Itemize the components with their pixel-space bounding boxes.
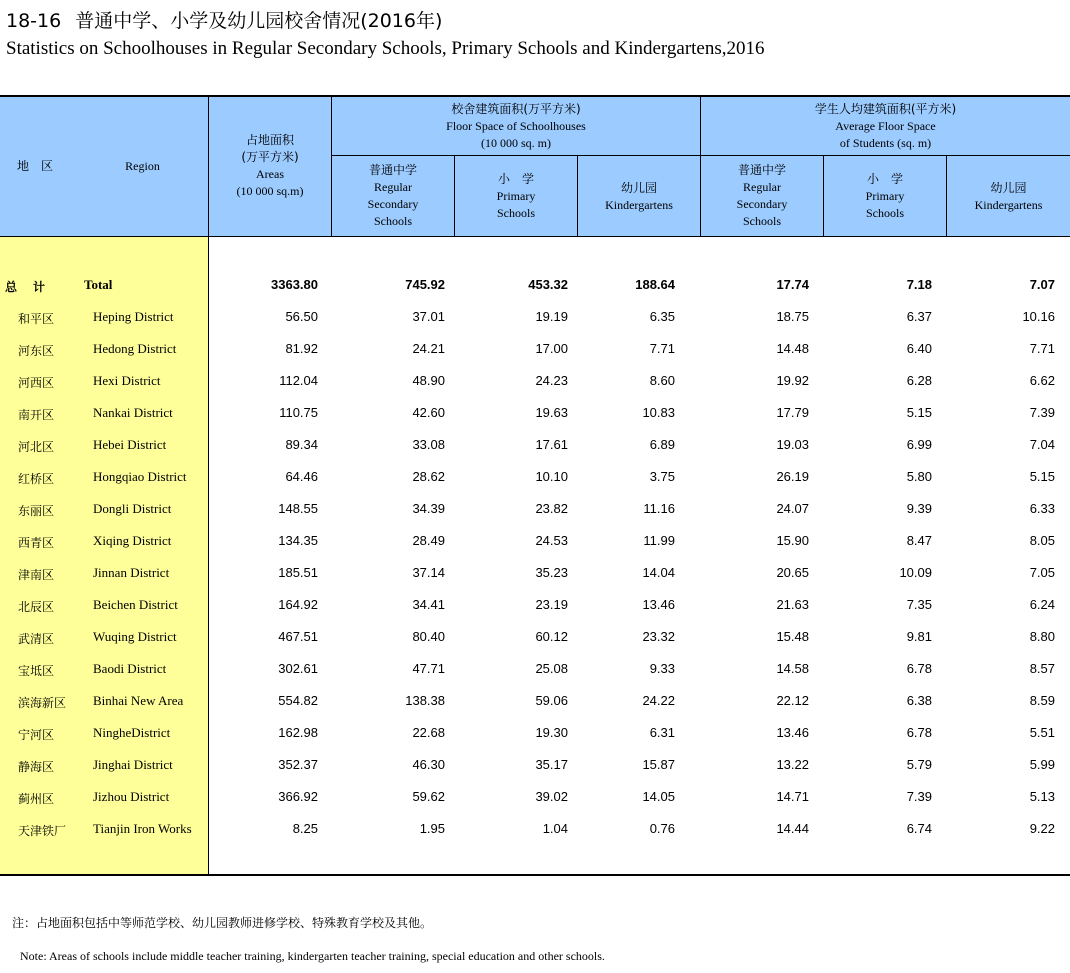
cell-value: 24.23 <box>535 373 568 388</box>
region-name-en: Nankai District <box>93 405 173 420</box>
cell-value: 112.04 <box>279 373 318 388</box>
cell-value: 18.75 <box>776 309 809 324</box>
header-avg-primary: 小 学 Primary Schools <box>865 172 905 220</box>
region-name-en: Heping District <box>93 309 174 324</box>
cell-value: 10.10 <box>535 469 568 484</box>
cell-value: 9.33 <box>649 661 675 676</box>
cell-value: 9.22 <box>1029 821 1055 836</box>
cell-value: 6.78 <box>906 725 932 740</box>
region-name-cn: 天津铁厂 <box>18 824 67 838</box>
cell-value: 110.75 <box>279 405 318 420</box>
table-row <box>0 590 1070 622</box>
region-name-cn: 宝坻区 <box>18 664 55 678</box>
cell-value: 19.19 <box>535 309 568 324</box>
cell-value: 138.38 <box>405 693 445 708</box>
cell-value: 24.07 <box>776 501 809 516</box>
cell-value: 39.02 <box>535 789 568 804</box>
region-name-en: Dongli District <box>93 501 172 516</box>
cell-value: 5.15 <box>1029 469 1055 484</box>
table-row <box>0 814 1070 846</box>
table-row <box>0 558 1070 590</box>
cell-value: 34.39 <box>412 501 445 516</box>
table-row <box>0 302 1070 334</box>
cell-value: 59.06 <box>535 693 568 708</box>
cell-value: 22.12 <box>776 693 809 708</box>
cell-value: 8.47 <box>906 533 932 548</box>
cell-value: 15.90 <box>776 533 809 548</box>
region-name-en: Hedong District <box>93 341 177 356</box>
table-number: 18-16 <box>6 10 62 32</box>
region-name-cn: 西青区 <box>18 536 55 550</box>
note-en: Note: Areas of schools include middle teacher training, kindergarten teacher training, special education and other schools. <box>20 949 605 963</box>
cell-value: 9.81 <box>906 629 932 644</box>
cell-value: 5.99 <box>1029 757 1055 772</box>
cell-value: 26.19 <box>776 469 809 484</box>
cell-value: 7.71 <box>1029 341 1055 356</box>
cell-value: 6.24 <box>1029 597 1055 612</box>
cell-value: 15.87 <box>642 757 675 772</box>
cell-value: 13.22 <box>776 757 809 772</box>
table-row <box>0 526 1070 558</box>
header-region-en: Region <box>125 159 160 173</box>
cell-value: 162.98 <box>278 725 318 740</box>
region-name-en: Total <box>84 277 113 292</box>
cell-value: 80.40 <box>412 629 445 644</box>
cell-value: 164.92 <box>278 597 318 612</box>
title-cn: 普通中学、小学及幼儿园校舍情况(2016年) <box>75 10 443 32</box>
table-row <box>0 718 1070 750</box>
cell-value: 9.39 <box>906 501 932 516</box>
cell-value: 8.05 <box>1029 533 1055 548</box>
region-name-en: Binhai New Area <box>93 693 184 708</box>
cell-value: 366.92 <box>278 789 318 804</box>
page-title <box>6 6 442 33</box>
table-row <box>0 366 1070 398</box>
cell-value: 5.79 <box>906 757 932 772</box>
cell-value: 35.17 <box>535 757 568 772</box>
region-name-cn: 和平区 <box>18 312 55 326</box>
region-name-cn: 武清区 <box>18 632 55 646</box>
region-name-cn: 静海区 <box>18 760 55 774</box>
cell-value: 6.62 <box>1029 373 1055 388</box>
table-bottom-rule <box>0 874 1070 876</box>
region-name-cn: 宁河区 <box>18 728 55 742</box>
cell-value: 37.01 <box>412 309 445 324</box>
cell-value: 3.75 <box>649 469 675 484</box>
cell-value: 6.37 <box>906 309 932 324</box>
cell-value: 64.46 <box>285 469 318 484</box>
cell-value: 6.78 <box>906 661 932 676</box>
note-cn: 注：占地面积包括中等师范学校、幼儿园教师进修学校、特殊教育学校及其他。 <box>12 916 433 930</box>
cell-value: 302.61 <box>278 661 318 676</box>
region-name-en: Hongqiao District <box>93 469 187 484</box>
cell-value: 46.30 <box>412 757 445 772</box>
region-name-cn: 北辰区 <box>18 600 55 614</box>
table-top-rule <box>0 95 1070 97</box>
cell-value: 5.13 <box>1029 789 1055 804</box>
cell-value: 14.05 <box>642 789 675 804</box>
cell-value: 6.33 <box>1029 501 1055 516</box>
cell-value: 467.51 <box>278 629 318 644</box>
cell-value: 33.08 <box>412 437 445 452</box>
region-name-en: Wuqing District <box>93 629 177 644</box>
cell-value: 28.62 <box>412 469 445 484</box>
cell-value: 6.89 <box>649 437 675 452</box>
cell-value: 13.46 <box>776 725 809 740</box>
region-name-en: Jinnan District <box>93 565 170 580</box>
header-floor-secondary: 普通中学 Regular Secondary Schools <box>367 163 419 228</box>
cell-value: 34.41 <box>412 597 445 612</box>
cell-value: 7.05 <box>1029 565 1055 580</box>
cell-value: 37.14 <box>412 565 445 580</box>
cell-value: 6.74 <box>906 821 932 836</box>
title-en: Statistics on Schoolhouses in Regular Secondary Schools, Primary Schools and Kindergartens,2016 <box>6 38 765 59</box>
cell-value: 60.12 <box>535 629 568 644</box>
table-row <box>0 654 1070 686</box>
cell-value: 14.48 <box>776 341 809 356</box>
cell-value: 89.34 <box>285 437 318 452</box>
table-row <box>0 782 1070 814</box>
cell-value: 5.51 <box>1029 725 1055 740</box>
table-row <box>0 750 1070 782</box>
table-row <box>0 622 1070 654</box>
cell-value: 5.80 <box>906 469 932 484</box>
header-floor-kindergarten: 幼儿园 Kindergartens <box>605 181 673 212</box>
cell-value: 19.63 <box>535 405 568 420</box>
cell-value: 56.50 <box>285 309 318 324</box>
cell-value: 59.62 <box>412 789 445 804</box>
cell-value: 6.38 <box>906 693 932 708</box>
cell-value: 0.76 <box>649 821 675 836</box>
cell-value: 6.31 <box>649 725 675 740</box>
region-name-cn: 南开区 <box>18 408 55 422</box>
cell-value: 15.48 <box>776 629 809 644</box>
cell-value: 7.71 <box>649 341 675 356</box>
cell-value: 17.61 <box>535 437 568 452</box>
cell-value: 745.92 <box>405 277 445 292</box>
table-row <box>0 398 1070 430</box>
region-name-cn: 蓟州区 <box>18 792 55 806</box>
cell-value: 20.65 <box>776 565 809 580</box>
cell-value: 7.07 <box>1029 277 1055 292</box>
cell-value: 352.37 <box>278 757 318 772</box>
table-row <box>0 430 1070 462</box>
table-row <box>0 686 1070 718</box>
cell-value: 42.60 <box>412 405 445 420</box>
cell-value: 7.04 <box>1029 437 1055 452</box>
region-name-cn: 红桥区 <box>18 472 55 486</box>
cell-value: 24.22 <box>642 693 675 708</box>
cell-value: 1.95 <box>419 821 445 836</box>
cell-value: 47.71 <box>412 661 445 676</box>
cell-value: 10.83 <box>642 405 675 420</box>
cell-value: 22.68 <box>412 725 445 740</box>
cell-value: 134.35 <box>278 533 318 548</box>
cell-value: 10.09 <box>899 565 932 580</box>
region-name-en: Baodi District <box>93 661 167 676</box>
region-name-cn: 河东区 <box>18 344 55 358</box>
region-name-cn: 河北区 <box>18 440 55 454</box>
table-row <box>0 494 1070 526</box>
cell-value: 19.03 <box>776 437 809 452</box>
cell-value: 14.58 <box>776 661 809 676</box>
header-areas: 占地面积 (万平方米) Areas (10 000 sq.m) <box>236 133 304 198</box>
table-row <box>0 462 1070 494</box>
region-name-cn: 东丽区 <box>18 504 55 518</box>
header-floor-primary: 小 学 Primary Schools <box>496 172 536 220</box>
cell-value: 6.35 <box>649 309 675 324</box>
cell-value: 8.25 <box>292 821 318 836</box>
cell-value: 23.32 <box>642 629 675 644</box>
cell-value: 8.80 <box>1029 629 1055 644</box>
cell-value: 7.18 <box>906 277 932 292</box>
cell-value: 10.16 <box>1022 309 1055 324</box>
cell-value: 19.30 <box>535 725 568 740</box>
header-bottom-rule <box>0 236 1070 237</box>
region-name-cn: 津南区 <box>18 568 55 582</box>
header-region-cn: 地 区 <box>16 159 53 173</box>
header-avg-floor-space: 学生人均建筑面积(平方米) Average Floor Space of Students (sq. m) <box>814 102 957 150</box>
cell-value: 6.99 <box>906 437 932 452</box>
region-name-en: Jinghai District <box>93 757 173 772</box>
cell-value: 453.32 <box>528 277 568 292</box>
cell-value: 7.35 <box>906 597 932 612</box>
divider <box>331 155 1070 156</box>
region-name-en: Hebei District <box>93 437 167 452</box>
table-row <box>0 334 1070 366</box>
cell-value: 25.08 <box>535 661 568 676</box>
cell-value: 14.44 <box>776 821 809 836</box>
cell-value: 35.23 <box>535 565 568 580</box>
cell-value: 28.49 <box>412 533 445 548</box>
cell-value: 17.00 <box>535 341 568 356</box>
region-name-en: Jizhou District <box>93 789 170 804</box>
cell-value: 81.92 <box>285 341 318 356</box>
cell-value: 24.21 <box>412 341 445 356</box>
region-name-cn: 总 计 <box>5 280 48 294</box>
region-name-en: Xiqing District <box>93 533 172 548</box>
cell-value: 11.99 <box>643 533 675 548</box>
cell-value: 14.71 <box>776 789 809 804</box>
cell-value: 5.15 <box>906 405 932 420</box>
cell-value: 11.16 <box>643 501 675 516</box>
region-name-cn: 滨海新区 <box>18 696 67 710</box>
cell-value: 48.90 <box>412 373 445 388</box>
cell-value: 21.63 <box>776 597 809 612</box>
cell-value: 17.74 <box>776 277 809 292</box>
cell-value: 6.40 <box>906 341 932 356</box>
cell-value: 6.28 <box>906 373 932 388</box>
cell-value: 13.46 <box>642 597 675 612</box>
cell-value: 554.82 <box>278 693 318 708</box>
cell-value: 14.04 <box>642 565 675 580</box>
cell-value: 1.04 <box>542 821 568 836</box>
total-row <box>0 270 1070 302</box>
cell-value: 148.55 <box>278 501 318 516</box>
cell-value: 185.51 <box>278 565 318 580</box>
cell-value: 7.39 <box>1029 405 1055 420</box>
region-name-en: Tianjin Iron Works <box>93 821 192 836</box>
region-name-cn: 河西区 <box>18 376 55 390</box>
cell-value: 3363.80 <box>271 277 318 292</box>
header-avg-secondary: 普通中学 Regular Secondary Schools <box>736 163 788 228</box>
cell-value: 8.59 <box>1029 693 1055 708</box>
cell-value: 8.60 <box>649 373 675 388</box>
region-name-en: Beichen District <box>93 597 178 612</box>
cell-value: 19.92 <box>776 373 809 388</box>
header-avg-kindergarten: 幼儿园 Kindergartens <box>974 181 1043 212</box>
cell-value: 7.39 <box>906 789 932 804</box>
cell-value: 8.57 <box>1029 661 1055 676</box>
region-name-en: NingheDistrict <box>93 725 171 740</box>
cell-value: 23.19 <box>535 597 568 612</box>
cell-value: 23.82 <box>535 501 568 516</box>
header-floor-space: 校舍建筑面积(万平方米) Floor Space of Schoolhouses (10 000 sq. m) <box>446 102 586 150</box>
cell-value: 188.64 <box>635 277 675 292</box>
region-name-en: Hexi District <box>93 373 161 388</box>
cell-value: 24.53 <box>535 533 568 548</box>
cell-value: 17.79 <box>776 405 809 420</box>
